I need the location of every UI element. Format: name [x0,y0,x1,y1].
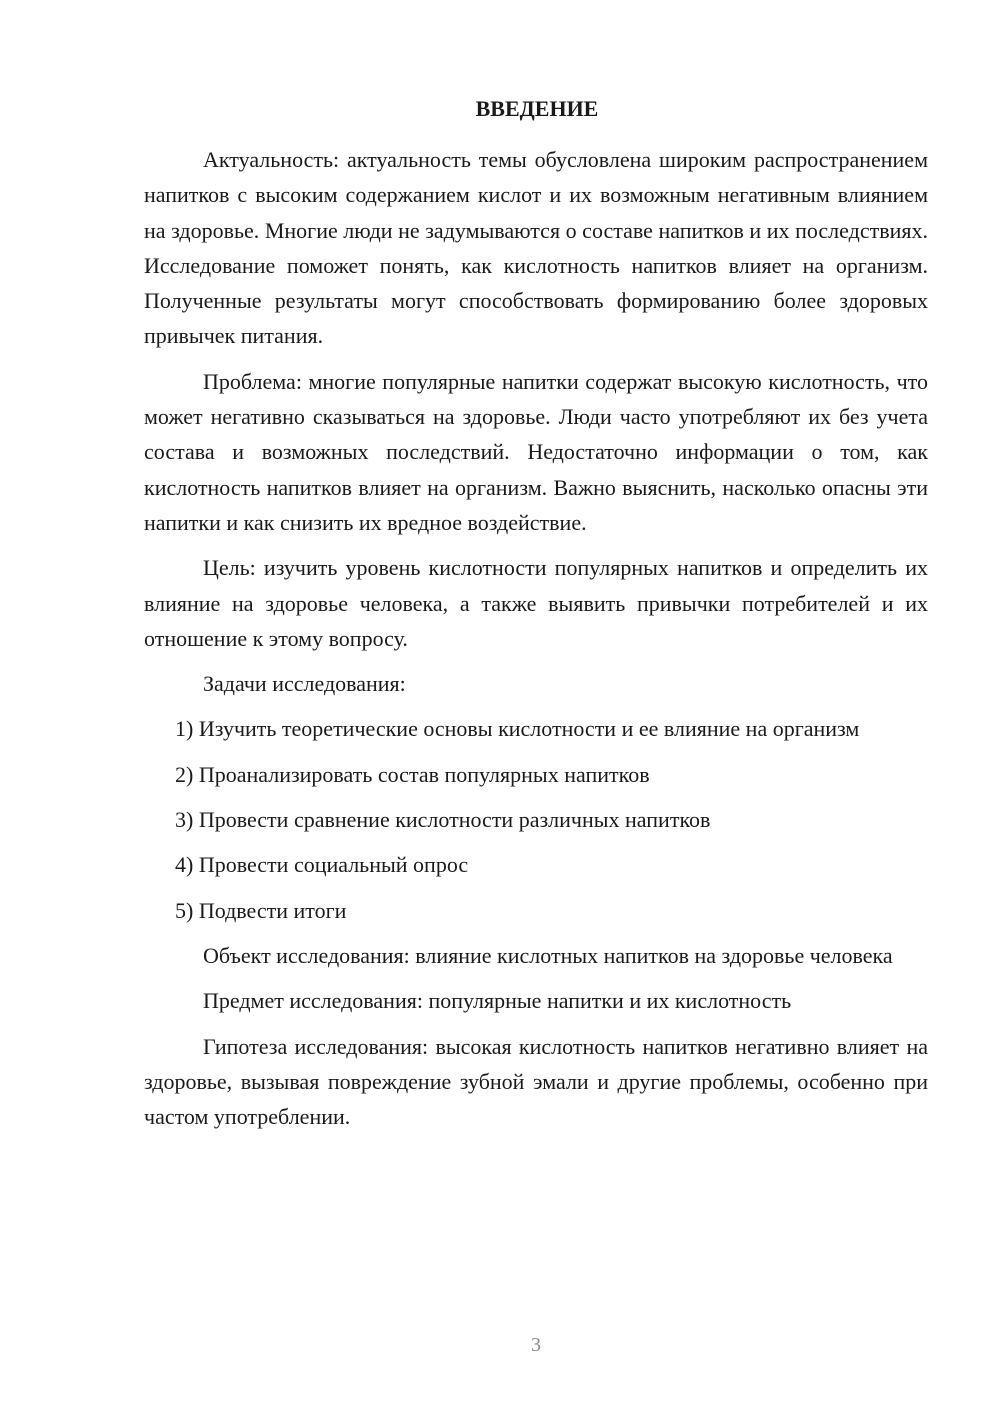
task-item-3: 3) Провести сравнение кислотности различных напитков [175,807,711,833]
object-paragraph: Объект исследования: влияние кислотных напитков на здоровье человека [203,942,893,968]
document-body [144,142,928,1144]
goal-paragraph: Цель: изучить уровень кислотности популярных напитков и определить их влияние на здоровье человека, а также выявить привычки потребителей и их отношение к этому вопросу. [144,555,928,651]
page-number: 3 [531,1334,541,1356]
section-heading: ВВЕДЕНИЕ [475,96,599,121]
relevance-paragraph: Актуальность: актуальность темы обусловлена широким распространением напитков с высоким содержанием кислот и их возможным негативным влиянием на здоровье. Многие люди не задумываются о составе напитков и их последствиях. Исследование поможет понять, как кислотность напитков влияет на организм. Полученные результаты могут способствовать формированию более здоровых привычек питания. [144,147,928,349]
task-item-2: 2) Проанализировать состав популярных напитков [175,761,650,787]
hypothesis-paragraph: Гипотеза исследования: высокая кислотность напитков негативно влияет на здоровье, вызывая повреждение зубной эмали и другие проблемы, особенно при частом употреблении. [144,1033,928,1130]
task-item-1: 1) Изучить теоретические основы кислотности и ее влияние на организм [175,716,860,742]
problem-paragraph: Проблема: многие популярные напитки содержат высокую кислотность, что может негативно сказываться на здоровье. Люди часто употребляют их без учета состава и возможных последствий. Недостаточно информации о том, как кислотность напитков влияет на организм. Важно выяснить, насколько опасны эти напитки и как снизить их вредное воздействие. [144,368,928,535]
subject-paragraph: Предмет исследования: популярные напитки и их кислотность [203,988,792,1014]
task-item-4: 4) Провести социальный опрос [175,852,469,878]
tasks-title: Задачи исследования: [203,671,406,697]
task-item-5: 5) Подвести итоги [175,897,347,923]
